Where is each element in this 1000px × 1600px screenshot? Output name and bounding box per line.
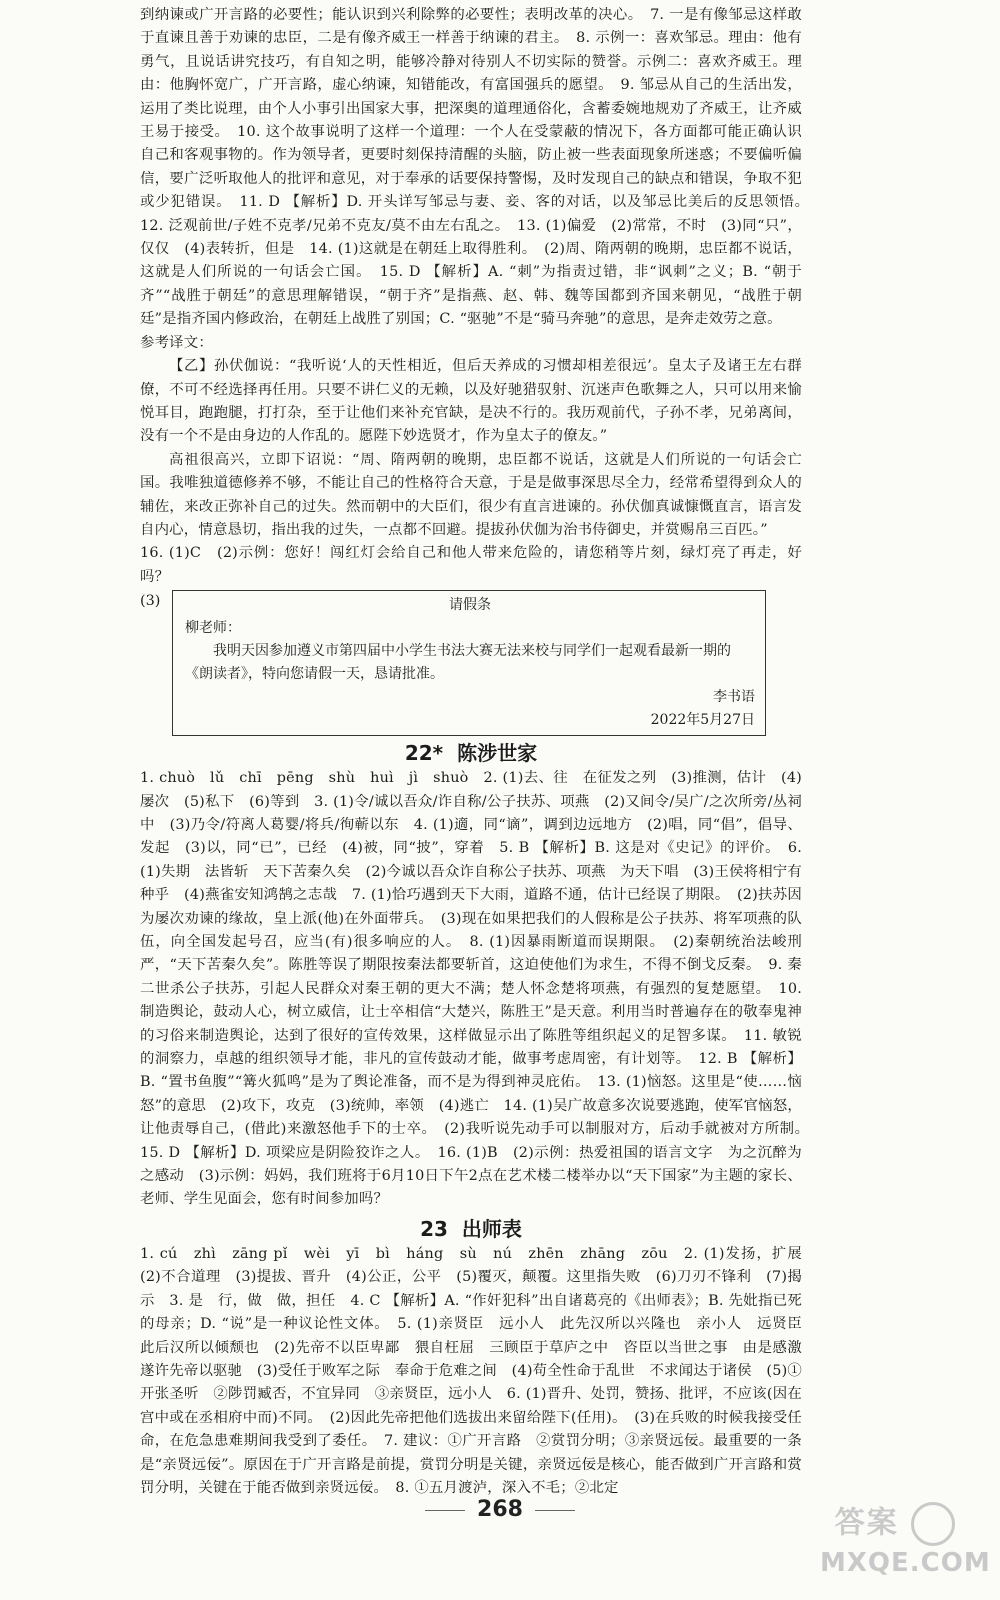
section-number: 23 xyxy=(420,1216,448,1241)
translation-paragraph: 高祖很高兴，立即下诏说：“周、隋两朝的晚期，忠臣都不说话，这就是人们所说的一句话会亡国。我唯独道德修养不够，不能让自己的性格符合天意，于是是做事深思尽全力，经常希望得到众人的辅佐，来改正弥补自己的过失。然而朝中的大臣们，很少有直言进谏的。孙伏伽真诚慷慨直言，语言发自内心，情意恳切，指出我的过失，一点都不回避。提拔孙伏伽为治书侍御史，并赏赐帛三百匹。” xyxy=(140,451,802,538)
note-date: 2022年5月27日 xyxy=(650,712,755,729)
section-name: 出师表 xyxy=(461,1216,522,1241)
answer-page xyxy=(140,4,817,1500)
section-answer-text: 1. chuò lǔ chī pēng shù huì jì shuò 2. (1)去、往 在征发之列 (3)推测，估计 (4)屡次 (5)私下 (6)等到 3. (1)令/诚以吾众/诈自称/公子扶苏、项燕 (2)又间令/吴广/之次所旁/丛祠中 (3)乃令/符离人葛婴/将兵/徇蕲以东 4. (1)適，同“谪”，调到边远地方 (2)唱，同“倡”，倡导、发起 (3)以，同“已”，已经 (4)被，同“披”，穿着 5. B 【解析】B. 这是对《史记》的评价。 6. (1)失期 法皆斩 天下苦秦久矣 (2)今诚以吾众诈自称公子扶苏、项燕 为天下唱 (3)王侯将相宁有种乎 (4)燕雀安知鸿鹄之志哉 7. (1)恰巧遇到天下大雨，道路不通，估计已经误了期限。 (2)扶苏因为屡次劝谏的缘故，皇上派(他)在外面带兵。 (3)现在如果把我们的人假称是公子扶苏、将军项燕的队伍，向全国发起号召，应当(有)很多响应的人。 8. (1)因暴雨断道而误期限。 (2)秦朝统治法峻刑严，“天下苦秦久矣”。陈胜等误了期限按秦法都要斩首，这迫使他们为求生，不得不倒戈反秦。 9. 秦二世杀公子扶苏，引起人民群众对秦王朝的更大不满；楚人怀念楚将项燕，有强烈的复楚愿望。 10. 制造舆论，鼓动人心，树立威信，让士卒相信“大楚兴，陈胜王”是天意。利用当时普遍存在的敬奉鬼神的习俗来制造舆论，达到了很好的宣传效果，这样做显示出了陈胜等组织起义的足智多谋。 11. 敏锐的洞察力，卓越的组织领导才能，非凡的宣传鼓动才能，做事考虑周密，有计划等。 12. B 【解析】B. “置书鱼腹”“篝火狐鸣”是为了舆论准备，而不是为得到神灵庇佑。 13. (1)恼怒。这里是“使……恼怒”的意思 (2)攻下，攻克 (3)统帅，率领 (4)逃亡 14. (1)吴广故意多次说要逃跑，使军官恼怒，让他责辱自己，(借此)来激怒他手下的士卒。 (2)我听说先动手可以制服对方，后动手就被对方所制。 15. D 【解析】D. 项梁应是阴险狡诈之人。 16. (1)B (2)示例：热爱祖国的语言文字 为之沉醉为之感动 (3)示例：妈妈，我们班将于6月10日下午2点在艺术楼二楼举办以“天下国家”为主题的家长、老师、学生见面会，您有时间参加吗？ xyxy=(140,770,817,1208)
watermark-url: MXQE.COM xyxy=(820,1548,991,1578)
note-signature: 李书语 xyxy=(713,689,755,706)
translation-paragraph: 【乙】孙伏伽说：“我听说‘人的天性相近，但后天养成的习惯却相差很远’。皇太子及诸王左右群僚，不可不经选择再任用。只要不讲仁义的无赖，以及好驰猎驭射、沉迷声色歌舞之人，只可以用来愉悦耳目，跑跑腿，打打杂，至于让他们来补充官缺，是决不行的。我历观前代，子孙不孝，兄弟离间，没有一个不是由身边的人作乱的。愿陛下妙选贤才，作为皇太子的僚友。” xyxy=(140,358,802,445)
section-name: 陈涉世家 xyxy=(457,741,538,766)
page-number-dash xyxy=(535,1510,575,1511)
leave-note-box xyxy=(172,590,766,736)
answer-paragraph: 到纳谏或广开言路的必要性；能认识到兴利除弊的必要性；表明改革的决心。 7. 一是有像邹忌这样敢于直谏且善于劝谏的忠臣，二是有像齐威王一样善于纳谏的君主。 8. 示例一：喜欢邹忌。理由：他有勇气，且说话讲究技巧，有自知之明，能够冷静对待别人不切实际的赞誉。示例二：喜欢齐威王。理由：他胸怀宽广，广开言路，虚心纳谏，知错能改，有富国强兵的愿望。 9. 邹忌从自己的生活出发，运用了类比说理，由个人小事引出国家大事，把深奥的道理通俗化，含蓄委婉地规劝了齐威王，让齐威王易于接受。 10. 这个故事说明了这样一个道理：一个人在受蒙蔽的情况下，各方面都可能正确认识自己和客观事物的。作为领导者，更要时刻保持清醒的头脑，防止被一些表面现象所迷惑；不要偏听偏信，要广泛听取他人的批评和意见，对于奉承的话要保持警惕，及时发现自己的缺点和错误，争取不犯或少犯错误。 11. D 【解析】D. 开头详写邹忌与妻、妾、客的对话，以及邹忌比美后的反思领悟。 12. 泛观前世/子姓不克孝/兄弟不克友/莫不由左右乱之。 13. (1)偏爱 (2)常常，不时 (3)同“只”，仅仅 (4)表转折，但是 14. (1)这就是在朝廷上取得胜利。 (2)周、隋两朝的晚期，忠臣都不说话，这就是人们所说的一句话会亡国。 15. D 【解析】A. “刺”为指责过错，非“讽刺”之义；B. “朝于齐”“战胜于朝廷”的意思理解错误，“朝于齐”是指燕、赵、韩、魏等国都到齐国来朝见，“战胜于朝廷”是指齐国内修政治，在朝廷上战胜了别国；C. “驱驰”不是“骑马奔驰”的意思，是奔走效劳之意。 xyxy=(140,7,817,328)
section-title xyxy=(140,1215,802,1243)
question-16-answer: 16. (1)C (2)示例：您好！闯红灯会给自己和他人带来危险的，请您稍等片刻，绿灯亮了再走，好吗？ xyxy=(140,545,802,585)
note-number: (3) xyxy=(140,593,161,610)
note-body: 我明天因参加遵义市第四届中小学生书法大赛无法来校与同学们一起观看最新一期的《朗读者》，特向您请假一天，恳请批准。 xyxy=(185,643,731,683)
watermark-logo xyxy=(820,1502,991,1592)
note-title: 请假条 xyxy=(449,597,491,614)
note-salutation: 柳老师： xyxy=(185,620,241,637)
leave-note-block xyxy=(140,590,802,736)
watermark-circle-icon xyxy=(911,1502,955,1546)
section-answer-text: 1. cú zhì zāng pǐ wèi yī bì háng sù nú zhēn zhāng zōu 2. (1)发扬，扩展 (2)不合道理 (3)提拔、晋升 (4)公正，公平 (5)覆灭，颠覆。这里指失败 (6)刀刃不锋利 (7)揭示 3. 是 行，做 做，担任 4. C 【解析】A. “作奸犯科”出自诸葛亮的《出师表》；B. 先妣指已死的母亲；D. “说”是一种议论性文体。 5. (1)亲贤臣 远小人 此先汉所以兴隆也 亲小人 远贤臣 此后汉所以倾颓也 (2)先帝不以臣卑鄙 猥自枉屈 三顾臣于草庐之中 咨臣以当世之事 由是感激 遂许先帝以驱驰 (3)受任于败军之际 奉命于危难之间 (4)苟全性命于乱世 不求闻达于诸侯 (5)①开张圣听 ②陟罚臧否，不宜异同 ③亲贤臣，远小人 6. (1)晋升、处罚，赞扬、批评，不应该(因在宫中或在丞相府中而)不同。 (2)因此先帝把他们选拔出来留给陛下(任用)。 (3)在兵败的时候我接受任命，在危急患难期间我受到了委任。 7. 建议：①广开言路 ②赏罚分明；③亲贤远佞。最重要的一条是“亲贤远佞”。原因在于广开言路是前提，赏罚分明是关键，亲贤远佞是核心，能否做到广开言路和赏罚分明，关键在于能否做到亲贤远佞。 8. ①五月渡泸，深入不毛；②北定 xyxy=(140,1245,817,1496)
translation-heading: 参考译文： xyxy=(140,334,213,351)
section-number: 22* xyxy=(404,741,444,766)
watermark-text: 答案 xyxy=(820,1502,970,1546)
page-number-dash xyxy=(425,1510,465,1511)
page-number-value: 268 xyxy=(477,1497,523,1522)
section-title xyxy=(140,739,802,767)
